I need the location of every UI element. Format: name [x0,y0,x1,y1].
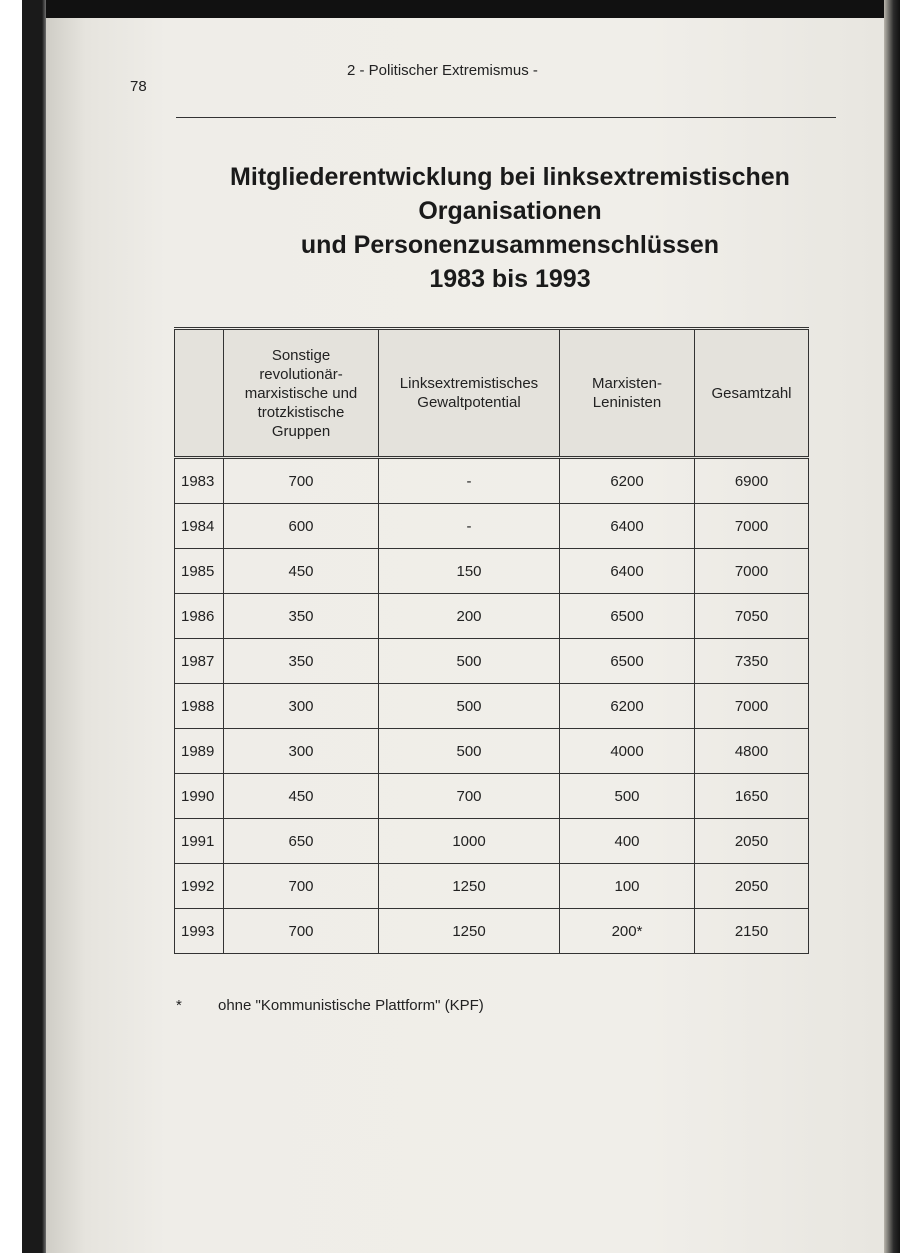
table-cell: 500 [379,639,560,684]
table-cell: 1250 [379,864,560,909]
table-cell: 2050 [695,864,809,909]
table-header [175,329,809,458]
table-row [175,549,809,594]
table-row [175,819,809,864]
column-header [379,329,560,458]
table-cell: 650 [224,819,379,864]
year-cell: 1988 [175,684,224,729]
title-line: Organisationen [418,197,602,225]
table-cell: 6500 [560,594,695,639]
column-header-line: Marxisten- [591,375,662,392]
year-cell: 1991 [175,819,224,864]
year-cell: 1990 [175,774,224,819]
table-cell: 500 [560,774,695,819]
table-row [175,729,809,774]
table-cell: 200 [379,594,560,639]
table-cell: 350 [224,639,379,684]
header-rule [176,117,836,118]
footnote-marker: * [176,997,182,1014]
table-cell: 150 [379,549,560,594]
table-cell: 6200 [560,684,695,729]
table-cell: 300 [224,729,379,774]
table-cell: 350 [224,594,379,639]
scan-border-right [884,0,900,1253]
table-cell: 4000 [560,729,695,774]
page-number: 78 [130,78,147,95]
table-cell: 450 [224,549,379,594]
table-cell: 200* [560,909,695,954]
column-header-line: Gewaltpotential [417,394,521,411]
table-row [175,909,809,954]
table-cell: 7000 [695,504,809,549]
table-cell: 600 [224,504,379,549]
table-cell: 700 [379,774,560,819]
year-cell: 1986 [175,594,224,639]
table-cell: 7350 [695,639,809,684]
table-cell: - [379,504,560,549]
column-header-line: Gruppen [271,422,331,440]
table-cell: 7000 [695,684,809,729]
table-cell: 100 [560,864,695,909]
table-cell: 2050 [695,819,809,864]
footnote [176,997,484,1014]
column-header [695,329,809,458]
table-row [175,639,809,684]
title-line: Mitgliederentwicklung bei linksextremistischen [230,163,790,191]
column-header-line: Sonstige [271,346,331,364]
table-row [175,774,809,819]
column-header-line: Linksextremistisches [399,375,539,392]
year-cell: 1983 [175,458,224,504]
year-cell: 1989 [175,729,224,774]
year-cell: 1993 [175,909,224,954]
table-cell: 6200 [560,458,695,504]
table-cell: 450 [224,774,379,819]
table-cell: 6500 [560,639,695,684]
column-header-line: revolutionär- [259,365,343,383]
year-cell: 1987 [175,639,224,684]
table-row [175,504,809,549]
membership-table [174,327,809,954]
table-header-row [175,329,809,458]
scan-border-left [0,0,46,1253]
year-cell: 1984 [175,504,224,549]
table-cell: 6400 [560,549,695,594]
table-body [175,458,809,954]
table-cell: 2150 [695,909,809,954]
table-row [175,684,809,729]
table-cell: 300 [224,684,379,729]
table-cell: 500 [379,684,560,729]
column-header-line: Leninisten [592,394,662,411]
column-header [560,329,695,458]
table-cell: 1650 [695,774,809,819]
column-header-line: Gesamtzahl [711,384,792,402]
table-cell: 6400 [560,504,695,549]
table-cell: 7050 [695,594,809,639]
table-row [175,458,809,504]
table-cell: 700 [224,458,379,504]
table-cell: - [379,458,560,504]
table-cell: 400 [560,819,695,864]
column-header-line: trotzkistische [257,403,345,421]
scan-border-top [22,0,900,18]
table-cell: 7000 [695,549,809,594]
table-cell: 500 [379,729,560,774]
column-header-line: marxistische und [244,384,358,402]
table-cell: 4800 [695,729,809,774]
running-head: 2 - Politischer Extremismus - [347,62,538,79]
footnote-text: ohne "Kommunistische Plattform" (KPF) [218,997,484,1014]
table-cell: 1250 [379,909,560,954]
column-header [224,329,379,458]
title-line: 1983 bis 1993 [429,265,591,293]
year-cell: 1992 [175,864,224,909]
table-row [175,864,809,909]
table-cell: 6900 [695,458,809,504]
table-cell: 1000 [379,819,560,864]
table-cell: 700 [224,909,379,954]
table-row [175,594,809,639]
column-header [175,329,224,458]
title-line: und Personenzusammenschlüssen [300,231,720,259]
year-cell: 1985 [175,549,224,594]
page-title [160,160,860,296]
table-cell: 700 [224,864,379,909]
